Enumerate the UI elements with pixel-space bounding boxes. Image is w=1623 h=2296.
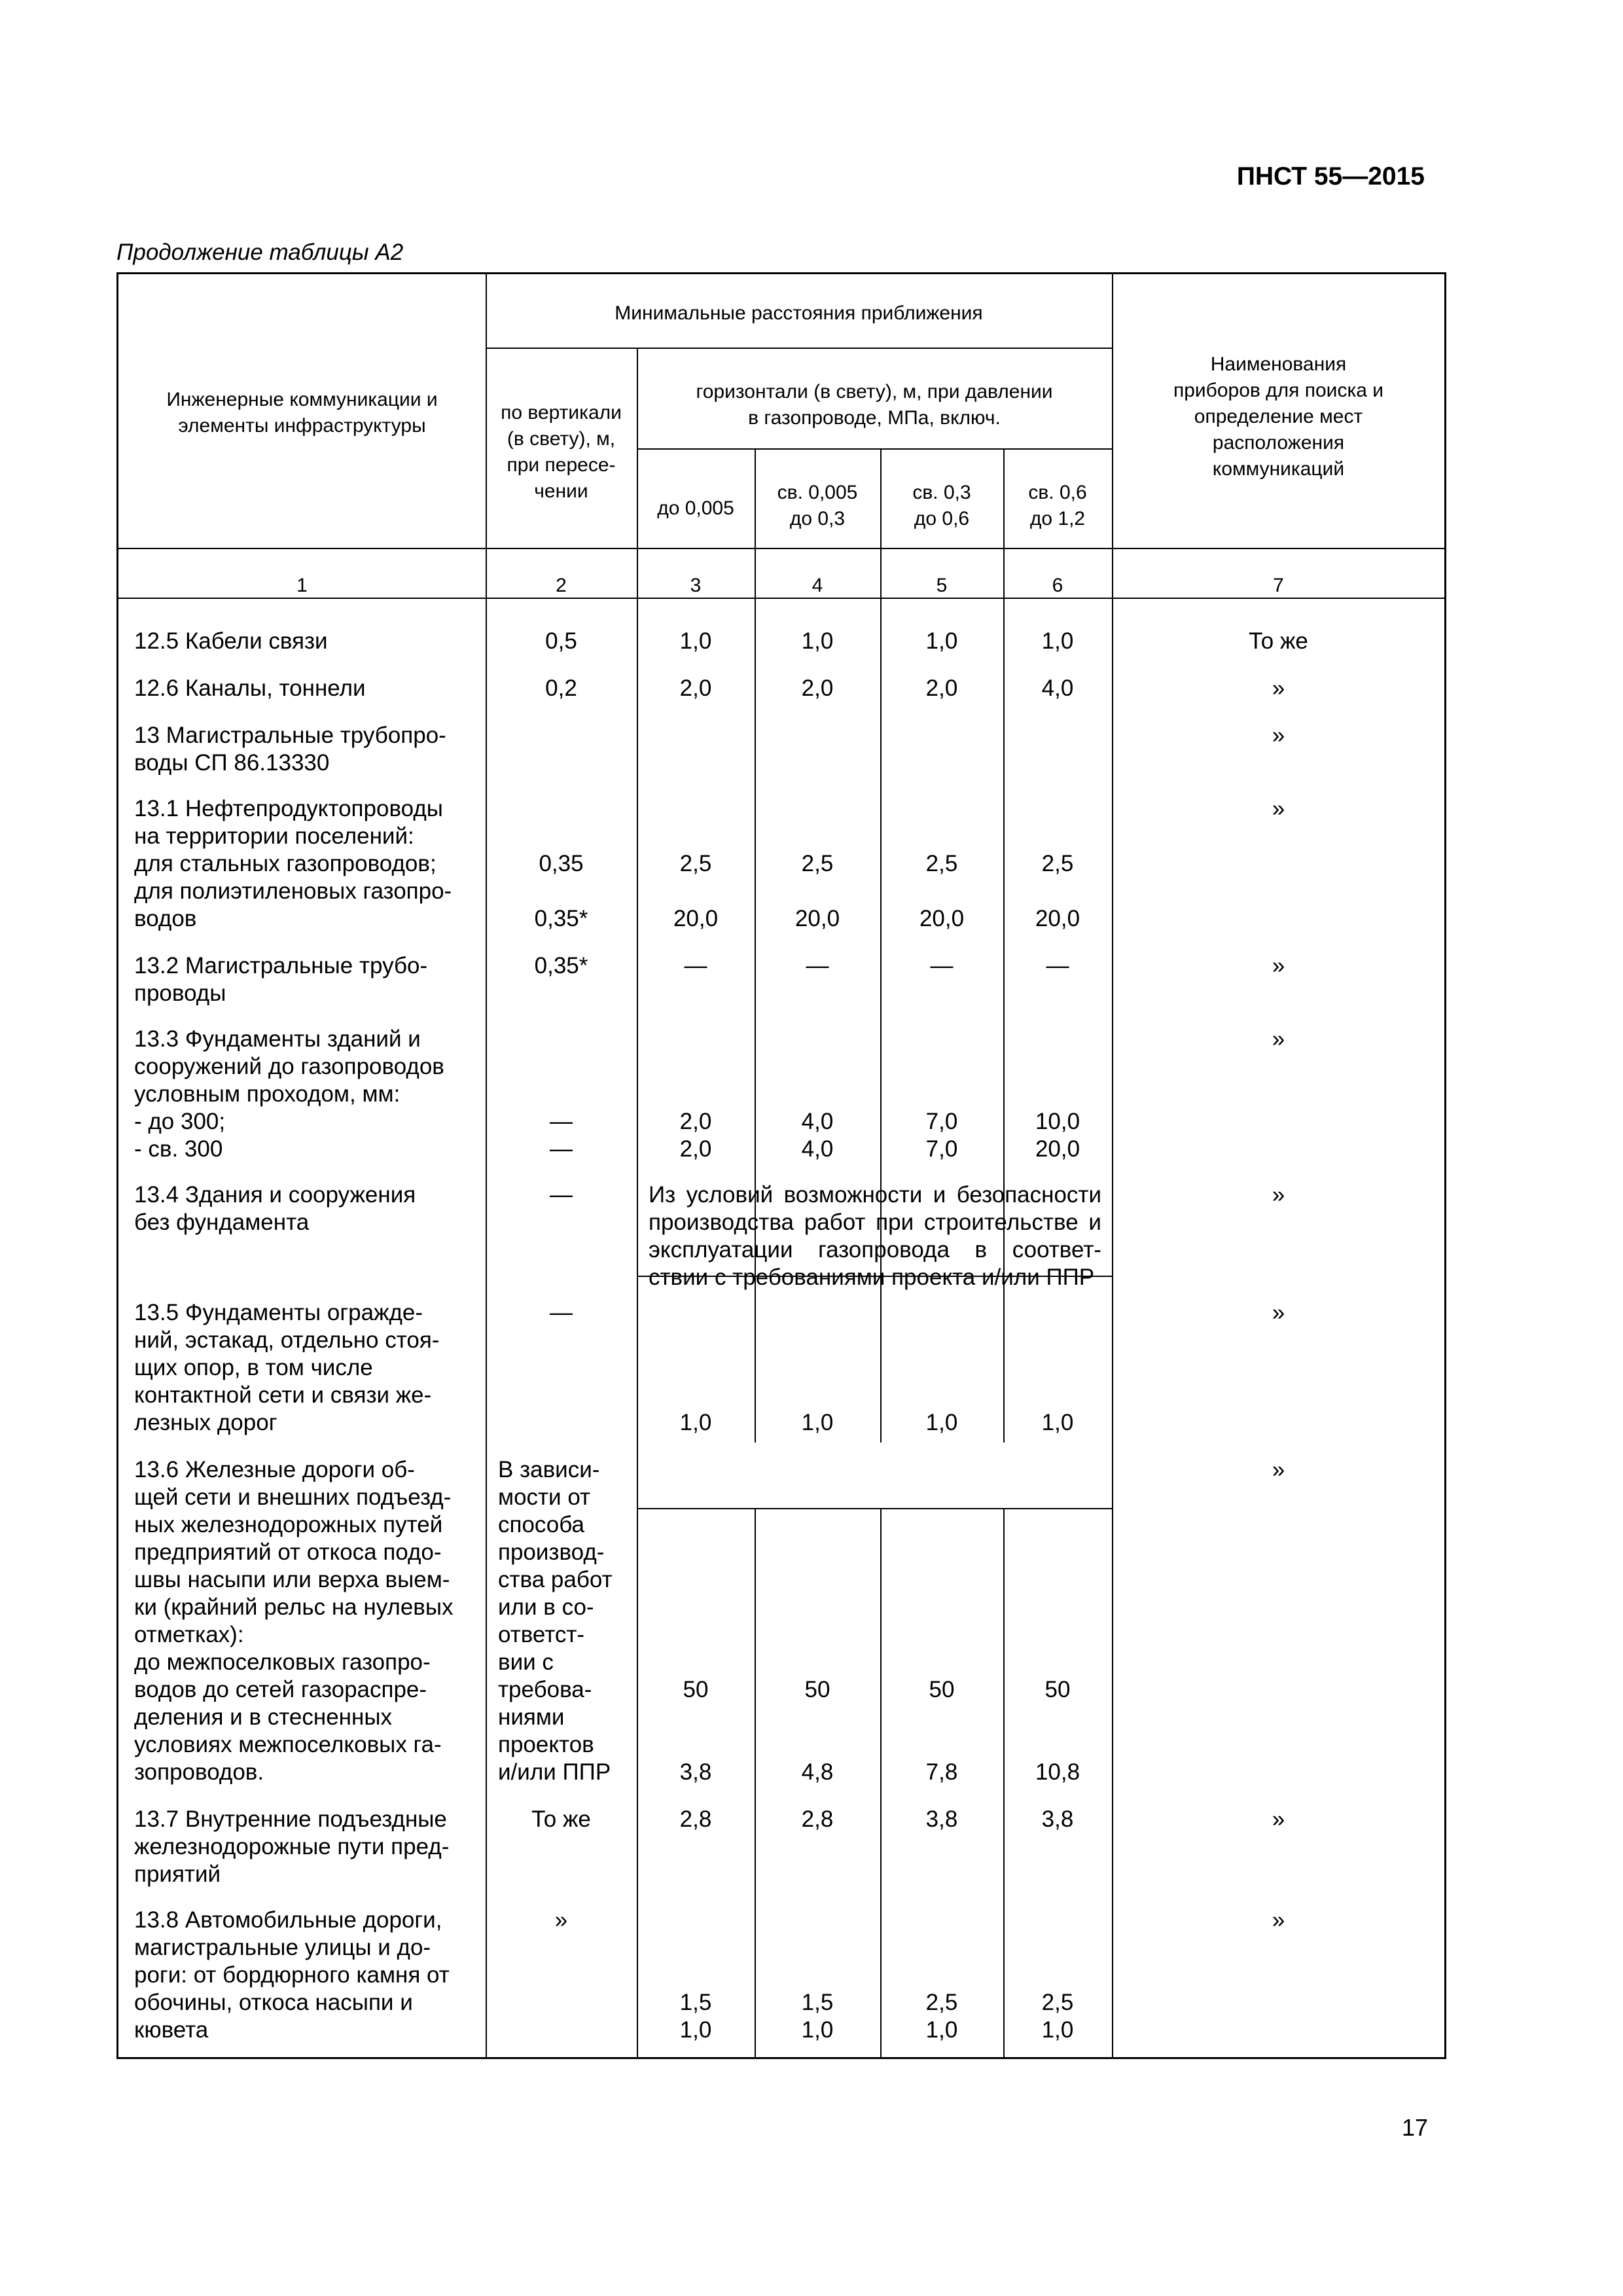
col-number: 3 xyxy=(690,575,702,596)
cell-value: 2,5 xyxy=(1041,851,1074,876)
cell-vertical: — — xyxy=(550,1109,573,1162)
header-pressure-3: св. 0,3 до 0,6 xyxy=(912,482,971,529)
col-number: 1 xyxy=(296,575,308,596)
cell-value: 2,8 xyxy=(679,1806,712,1832)
cell-value: 4,0 4,0 xyxy=(801,1109,834,1162)
row-name: 13.7 Внутренние подъездные железнодорожные пути пред- приятий xyxy=(134,1806,450,1887)
cell-value: — xyxy=(930,953,954,978)
cell-vertical: 0,35* xyxy=(534,953,588,978)
cell-value: 50 xyxy=(929,1677,955,1702)
cell-value: 3,8 xyxy=(925,1806,958,1832)
cell-value: 10,0 20,0 xyxy=(1035,1109,1080,1162)
col-divider xyxy=(486,274,487,2059)
cell-value: — xyxy=(1046,953,1069,978)
col-number: 2 xyxy=(556,575,567,596)
cell-vertical: То же xyxy=(531,1806,591,1832)
cell-vertical: » xyxy=(554,1907,568,1933)
cell-value: 7,0 7,0 xyxy=(925,1109,958,1162)
cell-value: 1,0 xyxy=(1041,628,1074,654)
col-divider xyxy=(1112,274,1113,2059)
row-divider xyxy=(118,548,1445,549)
cell-value: 3,8 xyxy=(679,1759,712,1785)
header-col7: Наименования приборов для поиска и определение мест расположения коммуникаций xyxy=(1173,353,1384,480)
cell-value: 20,0 xyxy=(919,906,965,931)
row-divider xyxy=(637,448,1112,450)
cell-device: » xyxy=(1272,1907,1285,1933)
cell-vertical: 0,2 xyxy=(545,675,577,701)
cell-vertical: 0,35 xyxy=(539,851,584,876)
cell-value: 2,0 xyxy=(679,675,712,701)
cell-device: » xyxy=(1272,1457,1285,1482)
header-pressure-4: св. 0,6 до 1,2 xyxy=(1028,482,1087,529)
col-number: 5 xyxy=(936,575,948,596)
cell-value: 2,5 xyxy=(679,851,712,876)
row-name: 13 Магистральные трубопро- воды СП 86.13330 xyxy=(134,723,446,776)
cell-value: 1,5 1,0 xyxy=(801,1990,834,2043)
cell-value: 50 xyxy=(1044,1677,1071,1702)
cell-vertical: В зависи- мости от способа производ- ства работ или в со- ответст- вии с требова- ниями проектов и/или ППР xyxy=(498,1457,613,1785)
cell-value: 2,0 xyxy=(925,675,958,701)
header-horizontal: горизонтали (в свету), м, при давлении в газопроводе, МПа, включ. xyxy=(696,381,1053,429)
cell-vertical: — xyxy=(550,1182,573,1208)
cell-value: 2,0 2,0 xyxy=(679,1109,712,1162)
cell-value: — xyxy=(806,953,829,978)
col-number: 6 xyxy=(1052,575,1063,596)
table-caption: Продолжение таблицы А2 xyxy=(116,240,404,265)
document-code: ПНСТ 55—2015 xyxy=(1236,162,1425,190)
cell-value: 4,0 xyxy=(1041,675,1074,701)
cell-value: 2,0 xyxy=(801,675,834,701)
cell-vertical: — xyxy=(550,1300,573,1325)
row-name: 13.2 Магистральные трубо- проводы xyxy=(134,953,428,1006)
cell-vertical: 0,5 xyxy=(545,628,577,654)
row-name: 13.5 Фундаменты огражде- ний, эстакад, отдельно стоя- щих опор, в том числе контактной сети и связи же- лезных дорог xyxy=(134,1300,440,1435)
cell-value: 50 xyxy=(804,1677,830,1702)
cell-device: » xyxy=(1272,1300,1285,1325)
cell-value: 20,0 xyxy=(1035,906,1080,931)
header-pressure-2: св. 0,005 до 0,3 xyxy=(777,482,858,529)
data-table xyxy=(116,272,1446,2059)
cell-value: 3,8 xyxy=(1041,1806,1074,1832)
cell-value: 10,8 xyxy=(1035,1759,1080,1785)
cell-device: » xyxy=(1272,1182,1285,1208)
cell-device: » xyxy=(1272,1026,1285,1052)
row-divider xyxy=(486,348,1112,349)
cell-value: 2,5 1,0 xyxy=(925,1990,958,2043)
cell-value: 1,0 xyxy=(925,1410,958,1435)
cell-value: 1,0 xyxy=(925,628,958,654)
cell-device: » xyxy=(1272,723,1285,748)
cell-value: 1,0 xyxy=(801,1410,834,1435)
header-col1: Инженерные коммуникации и элементы инфраструктуры xyxy=(166,389,438,437)
merged-cell-conditions: Из условий возможности и безопасности производства работ при строительстве и эксплуатации газопровода в соответ-ствии с требованиями проекта и/или ППР xyxy=(649,1182,1101,1290)
row-name: 13.4 Здания и сооружения без фундамента xyxy=(134,1182,416,1235)
cell-device: » xyxy=(1272,796,1285,821)
cell-value: 50 xyxy=(683,1677,709,1702)
cell-value: 1,0 xyxy=(679,628,712,654)
cell-value: 2,8 xyxy=(801,1806,834,1832)
row-name: 13.8 Автомобильные дороги, магистральные улицы и до- роги: от бордюрного камня от обочины, откоса насыпи и кювета xyxy=(134,1907,450,2043)
row-name: 12.5 Кабели связи xyxy=(134,628,328,654)
cell-value: 1,0 xyxy=(679,1410,712,1435)
cell-value: 2,5 1,0 xyxy=(1041,1990,1074,2043)
cell-value: 20,0 xyxy=(794,906,840,931)
header-min-distances: Минимальные расстояния приближения xyxy=(615,302,983,324)
cell-device: » xyxy=(1272,953,1285,978)
cell-value: 1,5 1,0 xyxy=(679,1990,712,2043)
row-divider xyxy=(637,1508,1112,1509)
col-divider xyxy=(637,348,638,2059)
cell-device: » xyxy=(1272,1806,1285,1832)
cell-value: 1,0 xyxy=(801,628,834,654)
cell-value: 2,5 xyxy=(925,851,958,876)
row-name: 13.1 Нефтепродуктопроводы на территории поселений: для стальных газопроводов; для полиэтиленовых газопро- водов xyxy=(134,796,452,931)
row-name: 12.6 Каналы, тоннели xyxy=(134,675,366,701)
cell-value: 2,5 xyxy=(801,851,834,876)
row-name: 13.6 Железные дороги об- щей сети и внешних подъезд- ных железнодорожных путей предприятий от откоса подо- швы насыпи или верха выем- ки (крайний рельс на нулевых отметках): до межпоселковых газопро- водов до сетей газораспре- деления и в стесненных условиях межпоселковых га- зопроводов. xyxy=(134,1457,454,1785)
cell-value: 4,8 xyxy=(801,1759,834,1785)
header-pressure-1: до 0,005 xyxy=(657,497,734,519)
cell-device: » xyxy=(1272,675,1285,701)
cell-vertical: 0,35* xyxy=(534,906,588,931)
cell-value: 7,8 xyxy=(925,1759,958,1785)
header-vertical: по вертикали (в свету), м, при пересе- чении xyxy=(501,402,622,502)
page-number: 17 xyxy=(1401,2114,1428,2141)
cell-device: То же xyxy=(1249,628,1308,654)
cell-value: — xyxy=(684,953,707,978)
row-name: 13.3 Фундаменты зданий и сооружений до газопроводов условным проходом, мм: - до 300; - св. 300 xyxy=(134,1026,444,1162)
cell-value: 1,0 xyxy=(1041,1410,1074,1435)
cell-value: 20,0 xyxy=(673,906,719,931)
col-number: 7 xyxy=(1273,575,1284,596)
col-number: 4 xyxy=(812,575,823,596)
